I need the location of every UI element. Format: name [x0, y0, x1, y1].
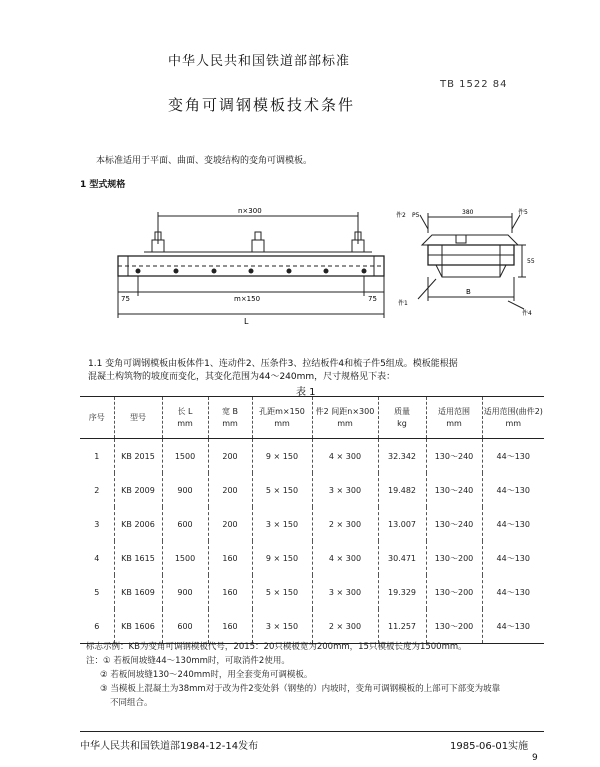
table-cell: KB 2009 [114, 473, 162, 507]
right-end-dimension: 75 [368, 295, 377, 303]
table-row [80, 473, 544, 507]
table-cell: 4 × 300 [312, 541, 378, 575]
table-cell: 600 [162, 609, 208, 644]
table-cell: 1500 [162, 439, 208, 474]
table-cell: 900 [162, 473, 208, 507]
table-cell: 3 × 150 [252, 507, 312, 541]
table-cell: KB 2006 [114, 507, 162, 541]
note-1: 注：① 若板间坡缝44～130mm时，可取消件2使用。 [86, 656, 290, 666]
header-cell: 型号 [114, 397, 162, 439]
header-cell: 长 L mm [162, 397, 208, 439]
note-2: ② 若板间坡缝130～240mm时，用全套变角可调模板。 [100, 670, 313, 680]
header-cell: 适用范围(曲件2) mm [482, 397, 544, 439]
length-label: L [244, 317, 249, 326]
table-cell: 5 [94, 587, 100, 597]
table-cell: 900 [162, 575, 208, 609]
part2-label: 件2 [396, 212, 406, 219]
top-width-dimension: 380 [462, 209, 474, 216]
table-caption: 表 1 [296, 387, 316, 398]
table-cell: 1 [94, 451, 100, 461]
table-cell: 9 × 150 [252, 541, 312, 575]
part4-label: 件4 [522, 310, 532, 317]
table-cell: 4 [94, 553, 100, 563]
table-cell: KB 2015 [114, 439, 162, 474]
scope-paragraph: 本标准适用于平面、曲面、变坡结构的变角可调模板。 [96, 156, 313, 166]
table-cell: 4 × 300 [312, 439, 378, 474]
table-cell: KB 1606 [114, 609, 162, 644]
table-cell: 3 [94, 519, 100, 529]
top-dimension-label: n×300 [238, 207, 262, 215]
note-3: ③ 当模板上混凝土为38mm对于改为件2变处斜（钢垫的）内坡时，变角可调钢模板的上部可下部变为坡靠 [100, 684, 501, 694]
table-cell: 44～130 [482, 507, 544, 541]
p5-label: P5 [412, 212, 420, 219]
issuer-header: 中华人民共和国铁道部部标准 [168, 54, 351, 69]
footer-divider [80, 731, 544, 732]
table-cell: 600 [162, 507, 208, 541]
table-row [80, 541, 544, 575]
table-cell: 200 [208, 507, 252, 541]
issue-date: 中华人民共和国铁道部1984-12-14发布 [80, 741, 259, 752]
table-cell: 2 × 300 [312, 609, 378, 644]
header-cell: 孔距m×150 mm [252, 397, 312, 439]
effective-date: 1985-06-01实施 [450, 741, 529, 752]
table-cell: 130～200 [426, 609, 482, 644]
header-cell: 序号 [80, 397, 114, 439]
table-cell: 44～130 [482, 473, 544, 507]
table-row [80, 507, 544, 541]
table-cell: 44～130 [482, 575, 544, 609]
table-cell: 3 × 300 [312, 473, 378, 507]
table-cell: 5 × 150 [252, 473, 312, 507]
table-cell: 130～200 [426, 575, 482, 609]
table-cell: 160 [208, 609, 252, 644]
bottom-dimension-label: m×150 [234, 295, 261, 303]
table-cell: 9 × 150 [252, 439, 312, 474]
table-cell: 44～130 [482, 541, 544, 575]
formwork-section-view-drawing [396, 205, 546, 325]
table-cell: 130～240 [426, 507, 482, 541]
marking-example: 标志示例：KB为变角可调钢模板代号，2015：20只模板宽为200mm，15只模板长度为1500mm。 [86, 642, 467, 652]
table-row [80, 575, 544, 609]
table-cell: 160 [208, 575, 252, 609]
paragraph-1-1-line1: 1.1 变角可调钢模板由板体件1、连动件2、压条件3、拉结板件4和梳子件5组成。模板能根据 [88, 359, 458, 369]
table-cell: 44～130 [482, 609, 544, 644]
table-cell: 160 [208, 541, 252, 575]
table-header-row [80, 397, 544, 439]
table-row [80, 609, 544, 644]
table-cell: 2 [94, 485, 100, 495]
table-cell: 19.329 [378, 575, 426, 609]
table-cell: 200 [208, 439, 252, 474]
specification-table [80, 396, 544, 644]
formwork-front-view-drawing [108, 200, 398, 330]
table-cell: 130～240 [426, 439, 482, 474]
header-cell: 适用范围 mm [426, 397, 482, 439]
header-cell: 质量 kg [378, 397, 426, 439]
table-cell: 44～130 [482, 439, 544, 474]
left-end-dimension: 75 [121, 295, 130, 303]
table-cell: KB 1615 [114, 541, 162, 575]
table-cell: 30.471 [378, 541, 426, 575]
note-3-continued: 不同组合。 [110, 698, 153, 708]
table-cell: 130～200 [426, 541, 482, 575]
table-cell: 2 × 300 [312, 507, 378, 541]
part5-label: 件5 [518, 209, 528, 216]
header-cell: 件2 间距n×300 mm [312, 397, 378, 439]
standard-number: TB 1522 84 [440, 79, 508, 90]
table-row [80, 439, 544, 474]
table-cell: 13.007 [378, 507, 426, 541]
header-cell: 宽 B mm [208, 397, 252, 439]
table-cell: 200 [208, 473, 252, 507]
table-cell: 5 × 150 [252, 575, 312, 609]
table-cell: 19.482 [378, 473, 426, 507]
document-title: 变角可调钢模板技术条件 [168, 96, 356, 114]
height-dimension: 55 [527, 258, 535, 265]
part1-label: 件1 [398, 300, 408, 307]
table-cell: 130～240 [426, 473, 482, 507]
table-cell: 11.257 [378, 609, 426, 644]
table-cell: KB 1609 [114, 575, 162, 609]
page-number: 9 [532, 753, 538, 763]
table-cell: 6 [80, 609, 114, 644]
section-heading-1: 1 型式规格 [80, 180, 126, 190]
table-cell: 3 × 300 [312, 575, 378, 609]
table-cell: 32.342 [378, 439, 426, 474]
paragraph-1-1-line2: 混凝土构筑物的坡度而变化，其变化范围为44～240mm，尺寸规格见下表： [88, 372, 396, 382]
table-cell: 3 × 150 [252, 609, 312, 644]
table-cell: 1500 [162, 541, 208, 575]
width-label: B [466, 288, 471, 296]
